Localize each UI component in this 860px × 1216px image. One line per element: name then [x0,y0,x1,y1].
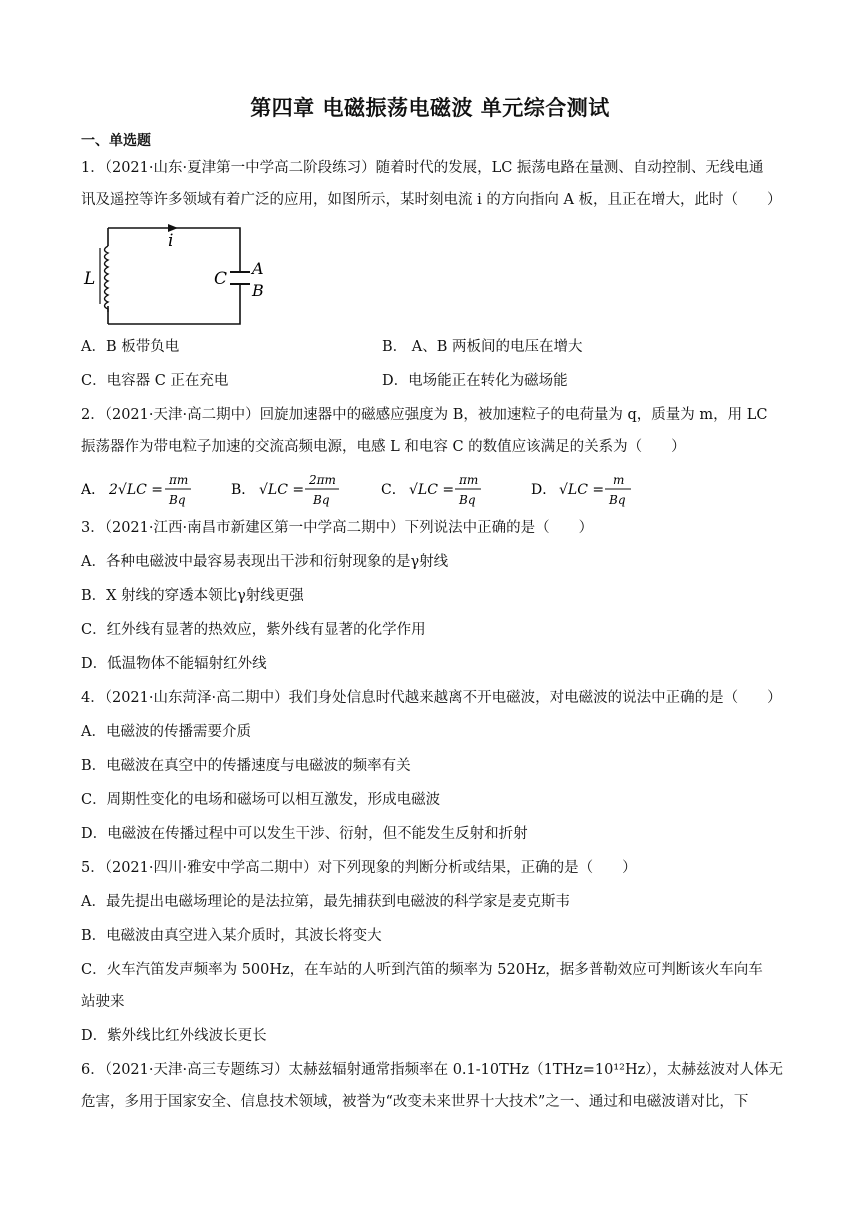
page-title: 第四章 电磁振荡电磁波 单元综合测试 [250,96,610,120]
svg-text:C．: C． [381,482,406,498]
inductor-label: L [84,269,96,289]
svg-text:2πm: 2πm [309,473,336,487]
svg-text:D．: D． [531,482,557,498]
q5-option-b[interactable]: B．电磁波由真空进入某介质时，其波长将变大 [81,928,382,944]
q1-stem-line1: 1．（2021·山东·夏津第一中学高二阶段练习）随着时代的发展，LC 振荡电路在量测、自动控制、无线电通 [81,160,764,176]
q2-option-d[interactable] [531,470,661,510]
svg-text:A．: A． [81,482,106,498]
inductor-coil [105,246,109,312]
q4-option-a[interactable]: A．电磁波的传播需要介质 [81,724,251,740]
svg-text:Bq: Bq [459,493,476,507]
q5-option-d[interactable]: D．紫外线比红外线波长更长 [81,1028,267,1044]
q3-stem: 3．（2021·江西·南昌市新建区第一中学高二期中）下列说法中正确的是（ ） [81,520,594,536]
q3-option-a[interactable]: A．各种电磁波中最容易表现出干涉和衍射现象的是γ射线 [81,554,449,570]
q4-option-b[interactable]: B．电磁波在真空中的传播速度与电磁波的频率有关 [81,758,411,774]
q3-option-b[interactable]: B．X 射线的穿透本领比γ射线更强 [81,588,304,604]
svg-text:√LC =: √LC = [559,482,605,498]
svg-text:πm: πm [459,473,479,487]
q4-stem: 4．（2021·山东菏泽·高二期中）我们身处信息时代越来越离不开电磁波，对电磁波的说法中正确的是（ ） [81,690,782,706]
q1-option-c[interactable]: C．电容器 C 正在充电 [81,373,229,389]
q1-stem-line2: 讯及遥控等许多领域有着广泛的应用，如图所示，某时刻电流 i 的方向指向 A 板，且正在增大，此时（ ） [81,192,782,208]
q2-option-c[interactable] [381,470,511,510]
q1-option-d[interactable]: D．电场能正在转化为磁场能 [382,373,568,389]
q2-option-b[interactable] [231,470,371,510]
q3-option-d[interactable]: D．低温物体不能辐射红外线 [81,656,267,672]
capacitor-label: C [214,269,228,289]
current-label: i [168,231,174,251]
q4-option-d[interactable]: D．电磁波在传播过程中可以发生干涉、衍射，但不能发生反射和折射 [81,826,528,842]
svg-text:πm: πm [169,473,189,487]
plate-a-label: A [252,259,264,278]
q1-option-a[interactable]: A．B 板带负电 [81,339,180,355]
svg-text:m: m [613,473,625,487]
q1-option-b[interactable]: B． A、B 两板间的电压在增大 [382,339,583,355]
q5-option-c-line1[interactable]: C．火车汽笛发声频率为 500Hz，在车站的人听到汽笛的频率为 520Hz，据多普勒效应可判断该火车向车 [81,962,763,978]
q2-option-a[interactable] [81,470,211,510]
svg-text:2√LC =: 2√LC = [109,482,164,498]
svg-text:Bq: Bq [609,493,626,507]
q2-stem-line1: 2．（2021·天津·高二期中）回旋加速器中的磁感应强度为 B，被加速粒子的电荷量为 q，质量为 m，用 LC [81,407,768,423]
q3-option-c[interactable]: C．红外线有显著的热效应，紫外线有显著的化学作用 [81,622,426,638]
svg-text:√LC =: √LC = [259,482,305,498]
svg-text:Bq: Bq [169,493,186,507]
lc-circuit-diagram [80,222,280,328]
q5-option-a[interactable]: A．最先提出电磁场理论的是法拉第，最先捕获到电磁波的科学家是麦克斯韦 [81,894,570,910]
plate-b-label: B [252,281,264,300]
q6-stem-line2: 危害，多用于国家安全、信息技术领域，被誉为“改变未来世界十大技术”之一、通过和电磁波谱对比，下 [81,1094,749,1110]
section-heading: 一、单选题 [81,133,151,149]
svg-text:B．: B． [231,482,256,498]
svg-text:√LC =: √LC = [409,482,455,498]
q5-stem: 5．（2021·四川·雅安中学高二期中）对下列现象的判断分析或结果，正确的是（ ） [81,860,637,876]
q2-stem-line2: 振荡器作为带电粒子加速的交流高频电源，电感 L 和电容 C 的数值应该满足的关系为（ ） [81,439,686,455]
q4-option-c[interactable]: C．周期性变化的电场和磁场可以相互激发，形成电磁波 [81,792,441,808]
q5-option-c-line2[interactable]: 站驶来 [81,994,125,1010]
q6-stem-line1: 6．（2021·天津·高三专题练习）太赫兹辐射通常指频率在 0.1-10THz（1THz=10¹²Hz），太赫兹波对人体无 [81,1062,784,1078]
svg-text:Bq: Bq [313,493,330,507]
